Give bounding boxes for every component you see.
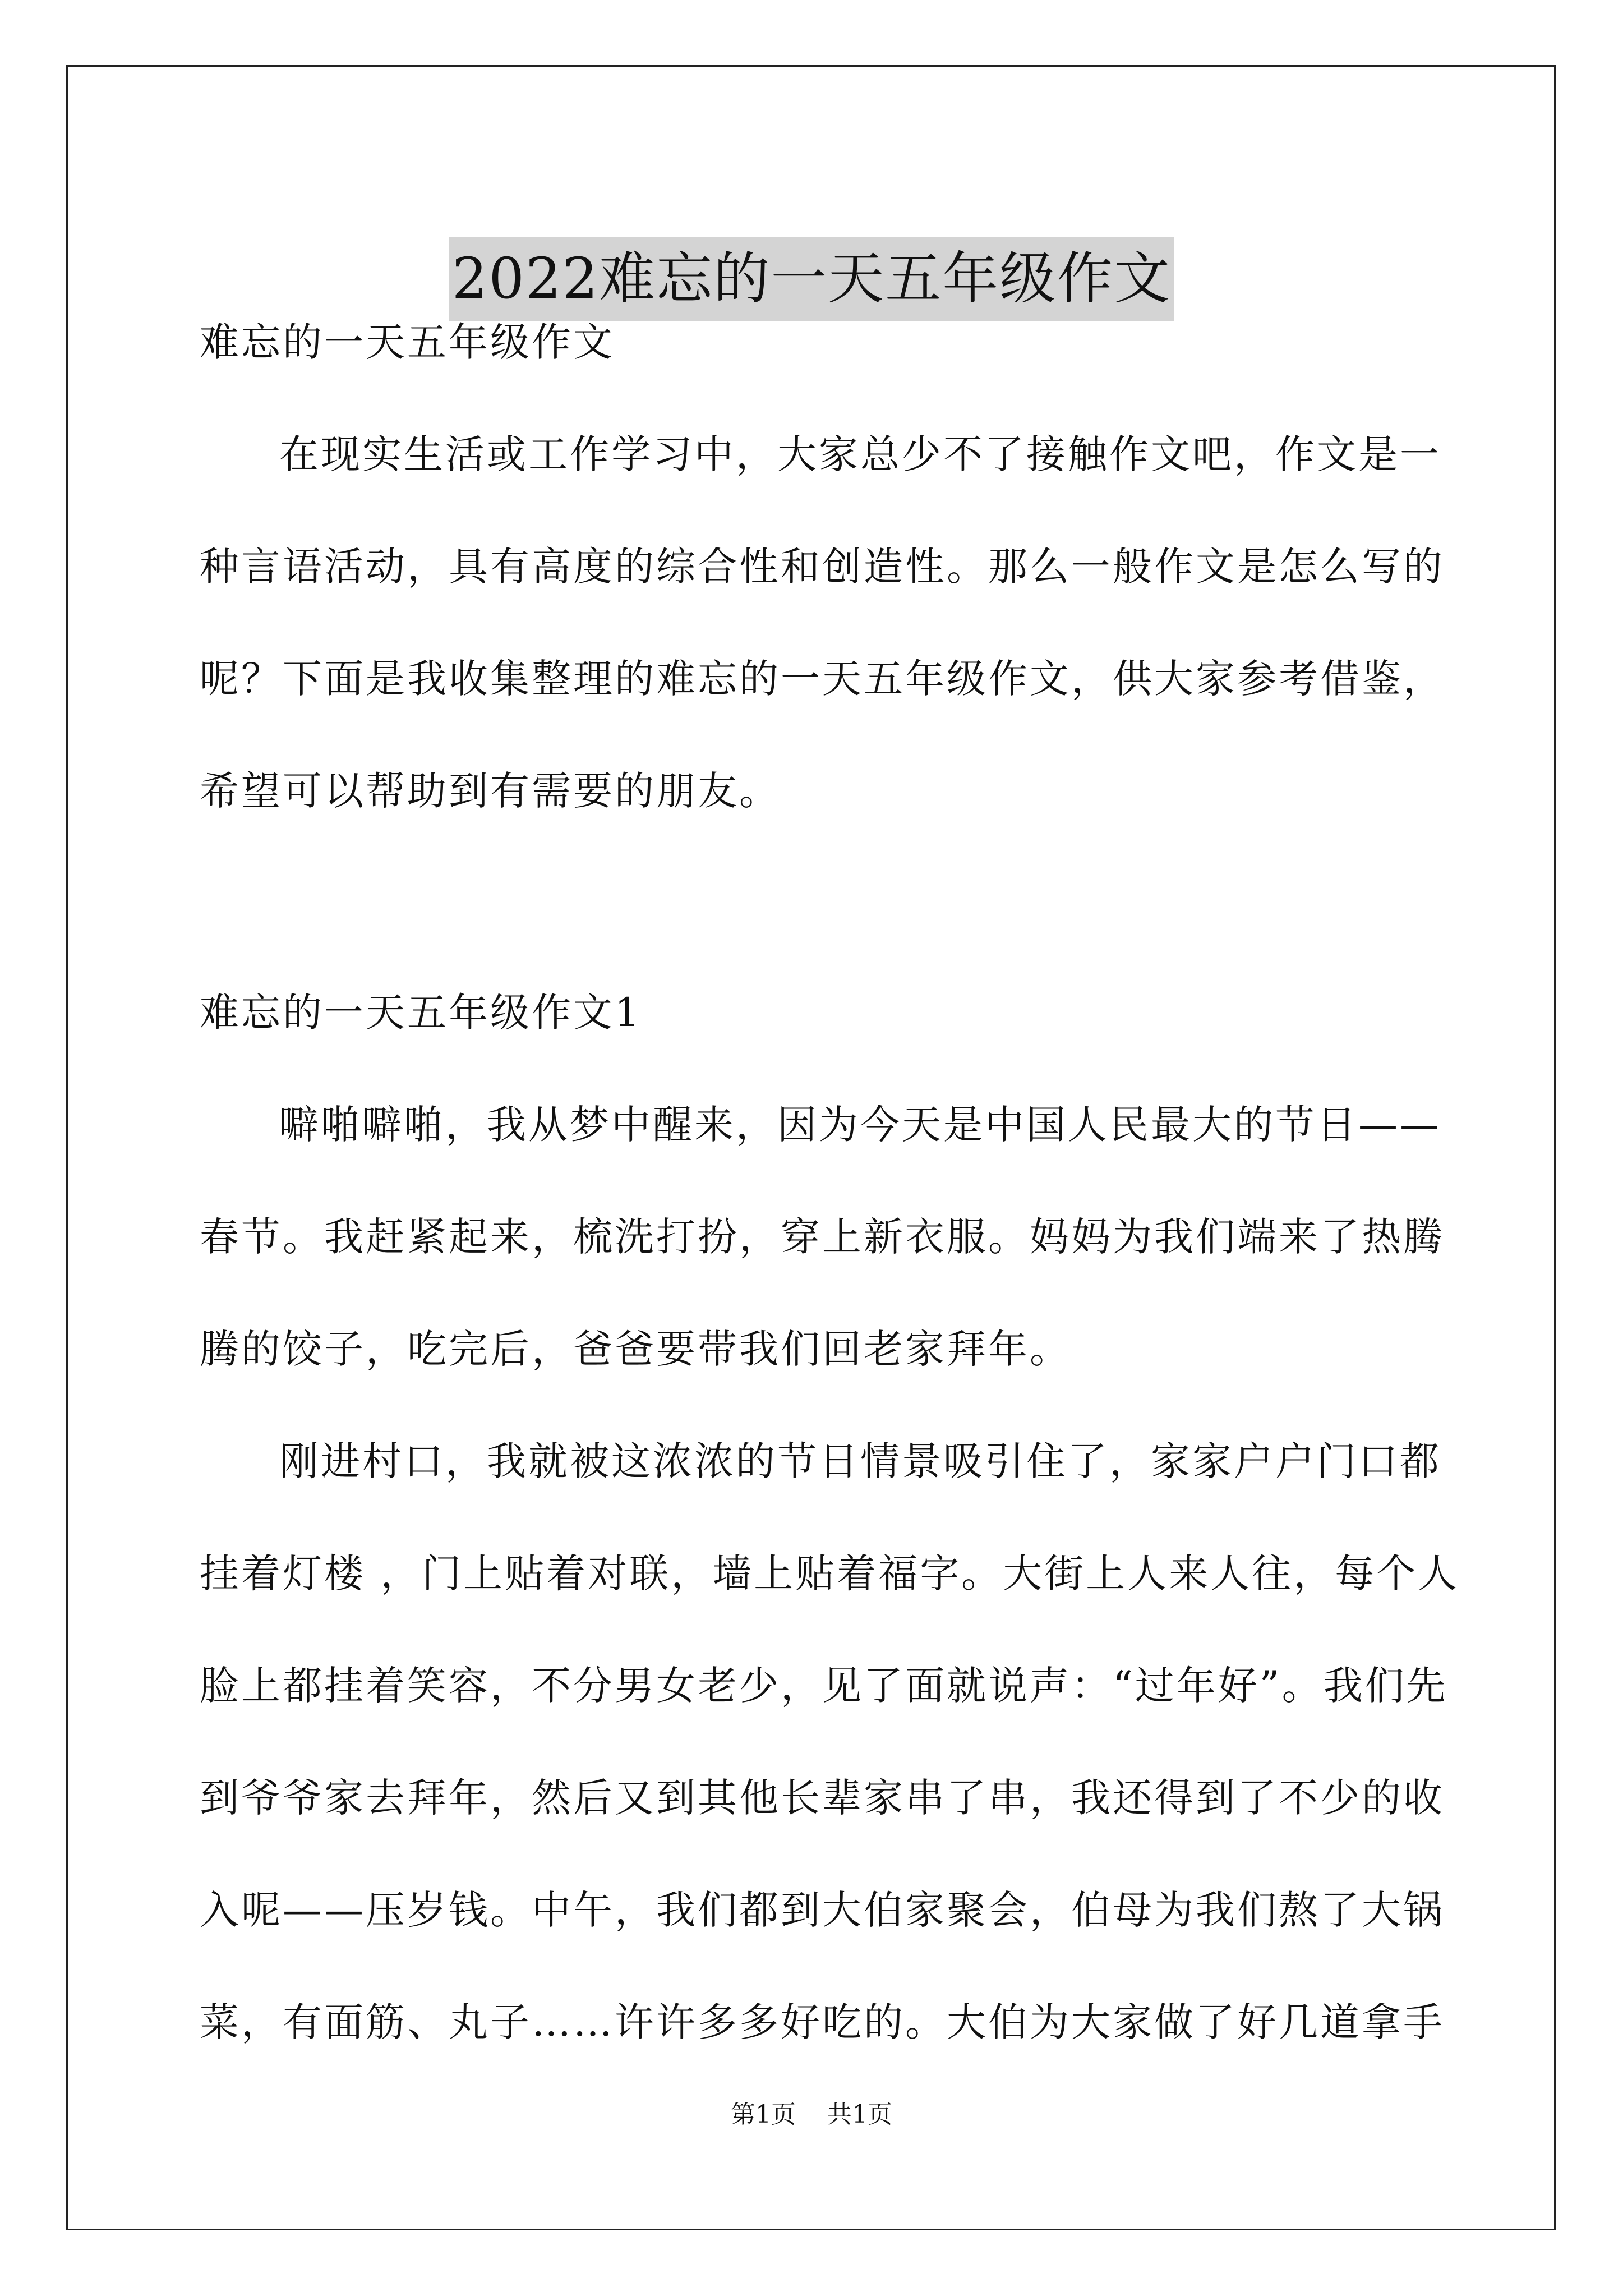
document-title: 2022难忘的一天五年级作文 bbox=[449, 237, 1175, 321]
paragraph-line: 脸上都挂着笑容，不分男女老少，见了面就说声：“过年好”。我们先 bbox=[200, 1663, 1448, 1709]
paragraph-line: 噼啪噼啪，我从梦中醒来，因为今天是中国人民最大的节日—— bbox=[279, 1102, 1441, 1148]
paragraph-line: 到爷爷家去拜年，然后又到其他长辈家串了串，我还得到了不少的收 bbox=[200, 1775, 1445, 1821]
page-total: 共1页 bbox=[827, 2100, 892, 2129]
paragraph-line: 菜，有面筋、丸子……许许多多好吃的。大伯为大家做了好几道拿手 bbox=[200, 1999, 1445, 2045]
paragraph-line: 刚进村口，我就被这浓浓的节日情景吸引住了，家家户户门口都 bbox=[279, 1438, 1441, 1484]
paragraph-line: 腾的饺子，吃完后，爸爸要带我们回老家拜年。 bbox=[200, 1326, 1071, 1372]
page-number: 第1页 bbox=[731, 2100, 796, 2129]
paragraph-line: 希望可以帮助到有需要的朋友。 bbox=[200, 768, 781, 814]
section-heading: 难忘的一天五年级作文 bbox=[200, 319, 615, 365]
paragraph-line: 春节。我赶紧起来，梳洗打扮，穿上新衣服。妈妈为我们端来了热腾 bbox=[200, 1214, 1445, 1260]
paragraph-line: 入呢——压岁钱。中午，我们都到大伯家聚会，伯母为我们熬了大锅 bbox=[200, 1887, 1445, 1933]
essay-heading: 难忘的一天五年级作文1 bbox=[200, 990, 642, 1036]
paragraph-line: 挂着灯楼 ，门上贴着对联，墙上贴着福字。大街上人来人往，每个人 bbox=[200, 1550, 1460, 1596]
paragraph-line: 种言语活动，具有高度的综合性和创造性。那么一般作文是怎么写的 bbox=[200, 544, 1445, 590]
paragraph-line: 在现实生活或工作学习中，大家总少不了接触作文吧，作文是一 bbox=[279, 431, 1441, 477]
paragraph-line: 呢？下面是我收集整理的难忘的一天五年级作文，供大家参考借鉴， bbox=[200, 656, 1445, 702]
page-footer bbox=[0, 2098, 1623, 2132]
